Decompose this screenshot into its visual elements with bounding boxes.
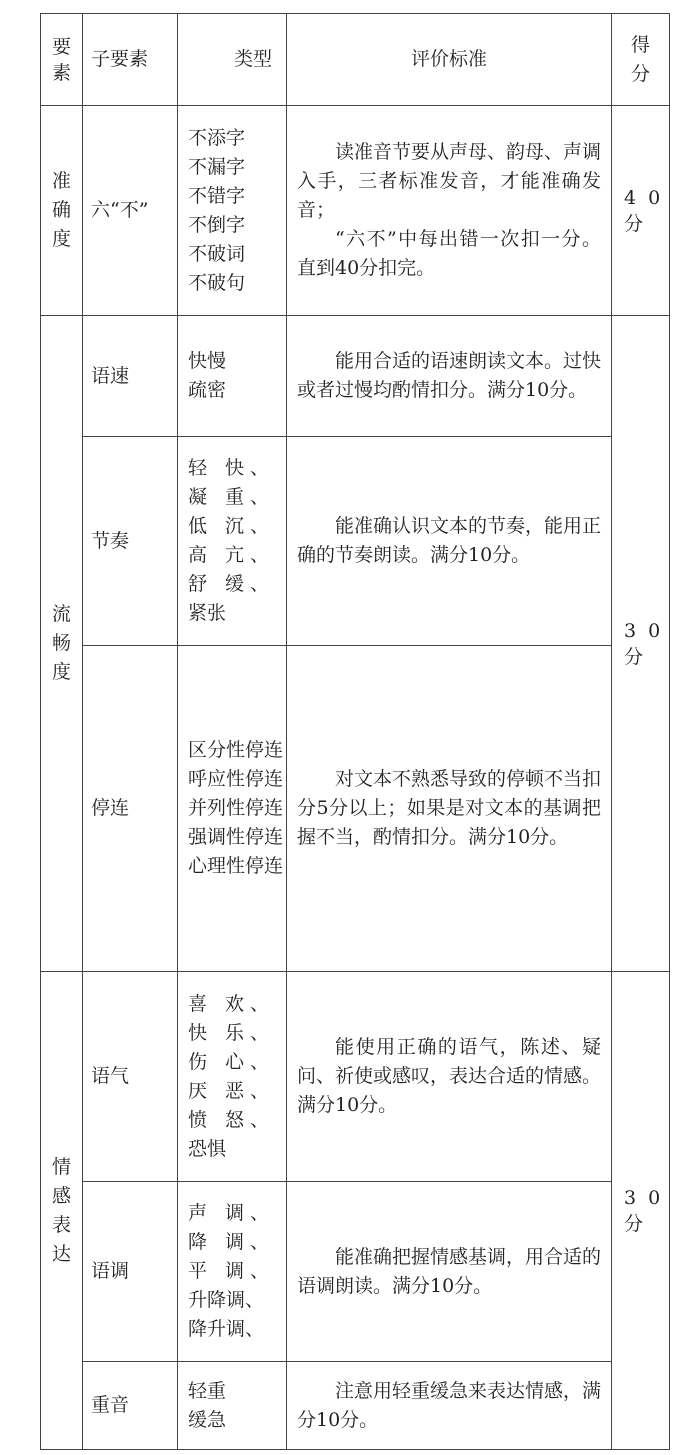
table-row bbox=[41, 972, 670, 1182]
score-accuracy: 40 分 bbox=[612, 106, 670, 316]
subelement-cell: 语调 bbox=[83, 1182, 178, 1362]
score-emotion: 30 分 bbox=[612, 972, 670, 1450]
subelement-cell: 重音 bbox=[83, 1362, 178, 1450]
header-element: 要素 bbox=[41, 14, 83, 106]
criteria-cell: 能使用正确的语气，陈述、疑问、祈使或感叹，表达合适的情感。满分10分。 bbox=[287, 972, 612, 1182]
subelement-cell: 节奏 bbox=[83, 437, 178, 646]
criteria-cell: 能准确把握情感基调，用合适的语调朗读。满分10分。 bbox=[287, 1182, 612, 1362]
criteria-cell: 读准音节要从声母、韵母、声调入手，三者标准发音，才能准确发音； “六不”中每出错一次扣一分。直到40分扣完。 bbox=[287, 106, 612, 316]
type-list: 喜 欢、 快 乐、 伤 心、 厌 恶、 愤 怒、 恐惧 bbox=[178, 972, 287, 1182]
header-subelement: 子要素 bbox=[83, 14, 178, 106]
subelement-cell: 语气 bbox=[83, 972, 178, 1182]
subelement-cell: 停连 bbox=[83, 646, 178, 972]
subelement-cell: 六“不” bbox=[83, 106, 178, 316]
type-list: 轻重 缓急 bbox=[178, 1362, 287, 1450]
element-fluency: 流畅度 bbox=[41, 316, 83, 972]
criteria-cell: 注意用轻重缓急来表达情感，满分10分。 bbox=[287, 1362, 612, 1450]
type-list: 区分性停连 呼应性停连 并列性停连 强调性停连 心理性停连 bbox=[178, 646, 287, 972]
table-row bbox=[41, 646, 670, 972]
header-row bbox=[41, 14, 670, 106]
header-criteria: 评价标准 bbox=[287, 14, 612, 106]
criteria-cell: 对文本不熟悉导致的停顿不当扣分5分以上；如果是对文本的基调把握不当，酌情扣分。满分10分。 bbox=[287, 646, 612, 972]
criteria-cell: 能准确认识文本的节奏，能用正确的节奏朗读。满分10分。 bbox=[287, 437, 612, 646]
subelement-cell: 语速 bbox=[83, 316, 178, 437]
table-row bbox=[41, 1182, 670, 1362]
table-row bbox=[41, 316, 670, 437]
type-list: 快慢 疏密 bbox=[178, 316, 287, 437]
element-emotion: 情感表达 bbox=[41, 972, 83, 1450]
element-accuracy: 准确度 bbox=[41, 106, 83, 316]
type-list: 声 调、 降 调、 平 调、 升降调、 降升调、 bbox=[178, 1182, 287, 1362]
score-fluency: 30 分 bbox=[612, 316, 670, 972]
type-list: 轻 快、 凝 重、 低 沉、 高 亢、 舒 缓、 紧张 bbox=[178, 437, 287, 646]
header-score: 得分 bbox=[612, 14, 670, 106]
header-type: 类型 bbox=[178, 14, 287, 106]
table-row bbox=[41, 106, 670, 316]
evaluation-rubric-table bbox=[40, 13, 673, 1450]
table-row bbox=[41, 437, 670, 646]
type-list: 不添字 不漏字 不错字 不倒字 不破词 不破句 bbox=[178, 106, 287, 316]
criteria-cell: 能用合适的语速朗读文本。过快或者过慢均酌情扣分。满分10分。 bbox=[287, 316, 612, 437]
table-row bbox=[41, 1362, 670, 1450]
